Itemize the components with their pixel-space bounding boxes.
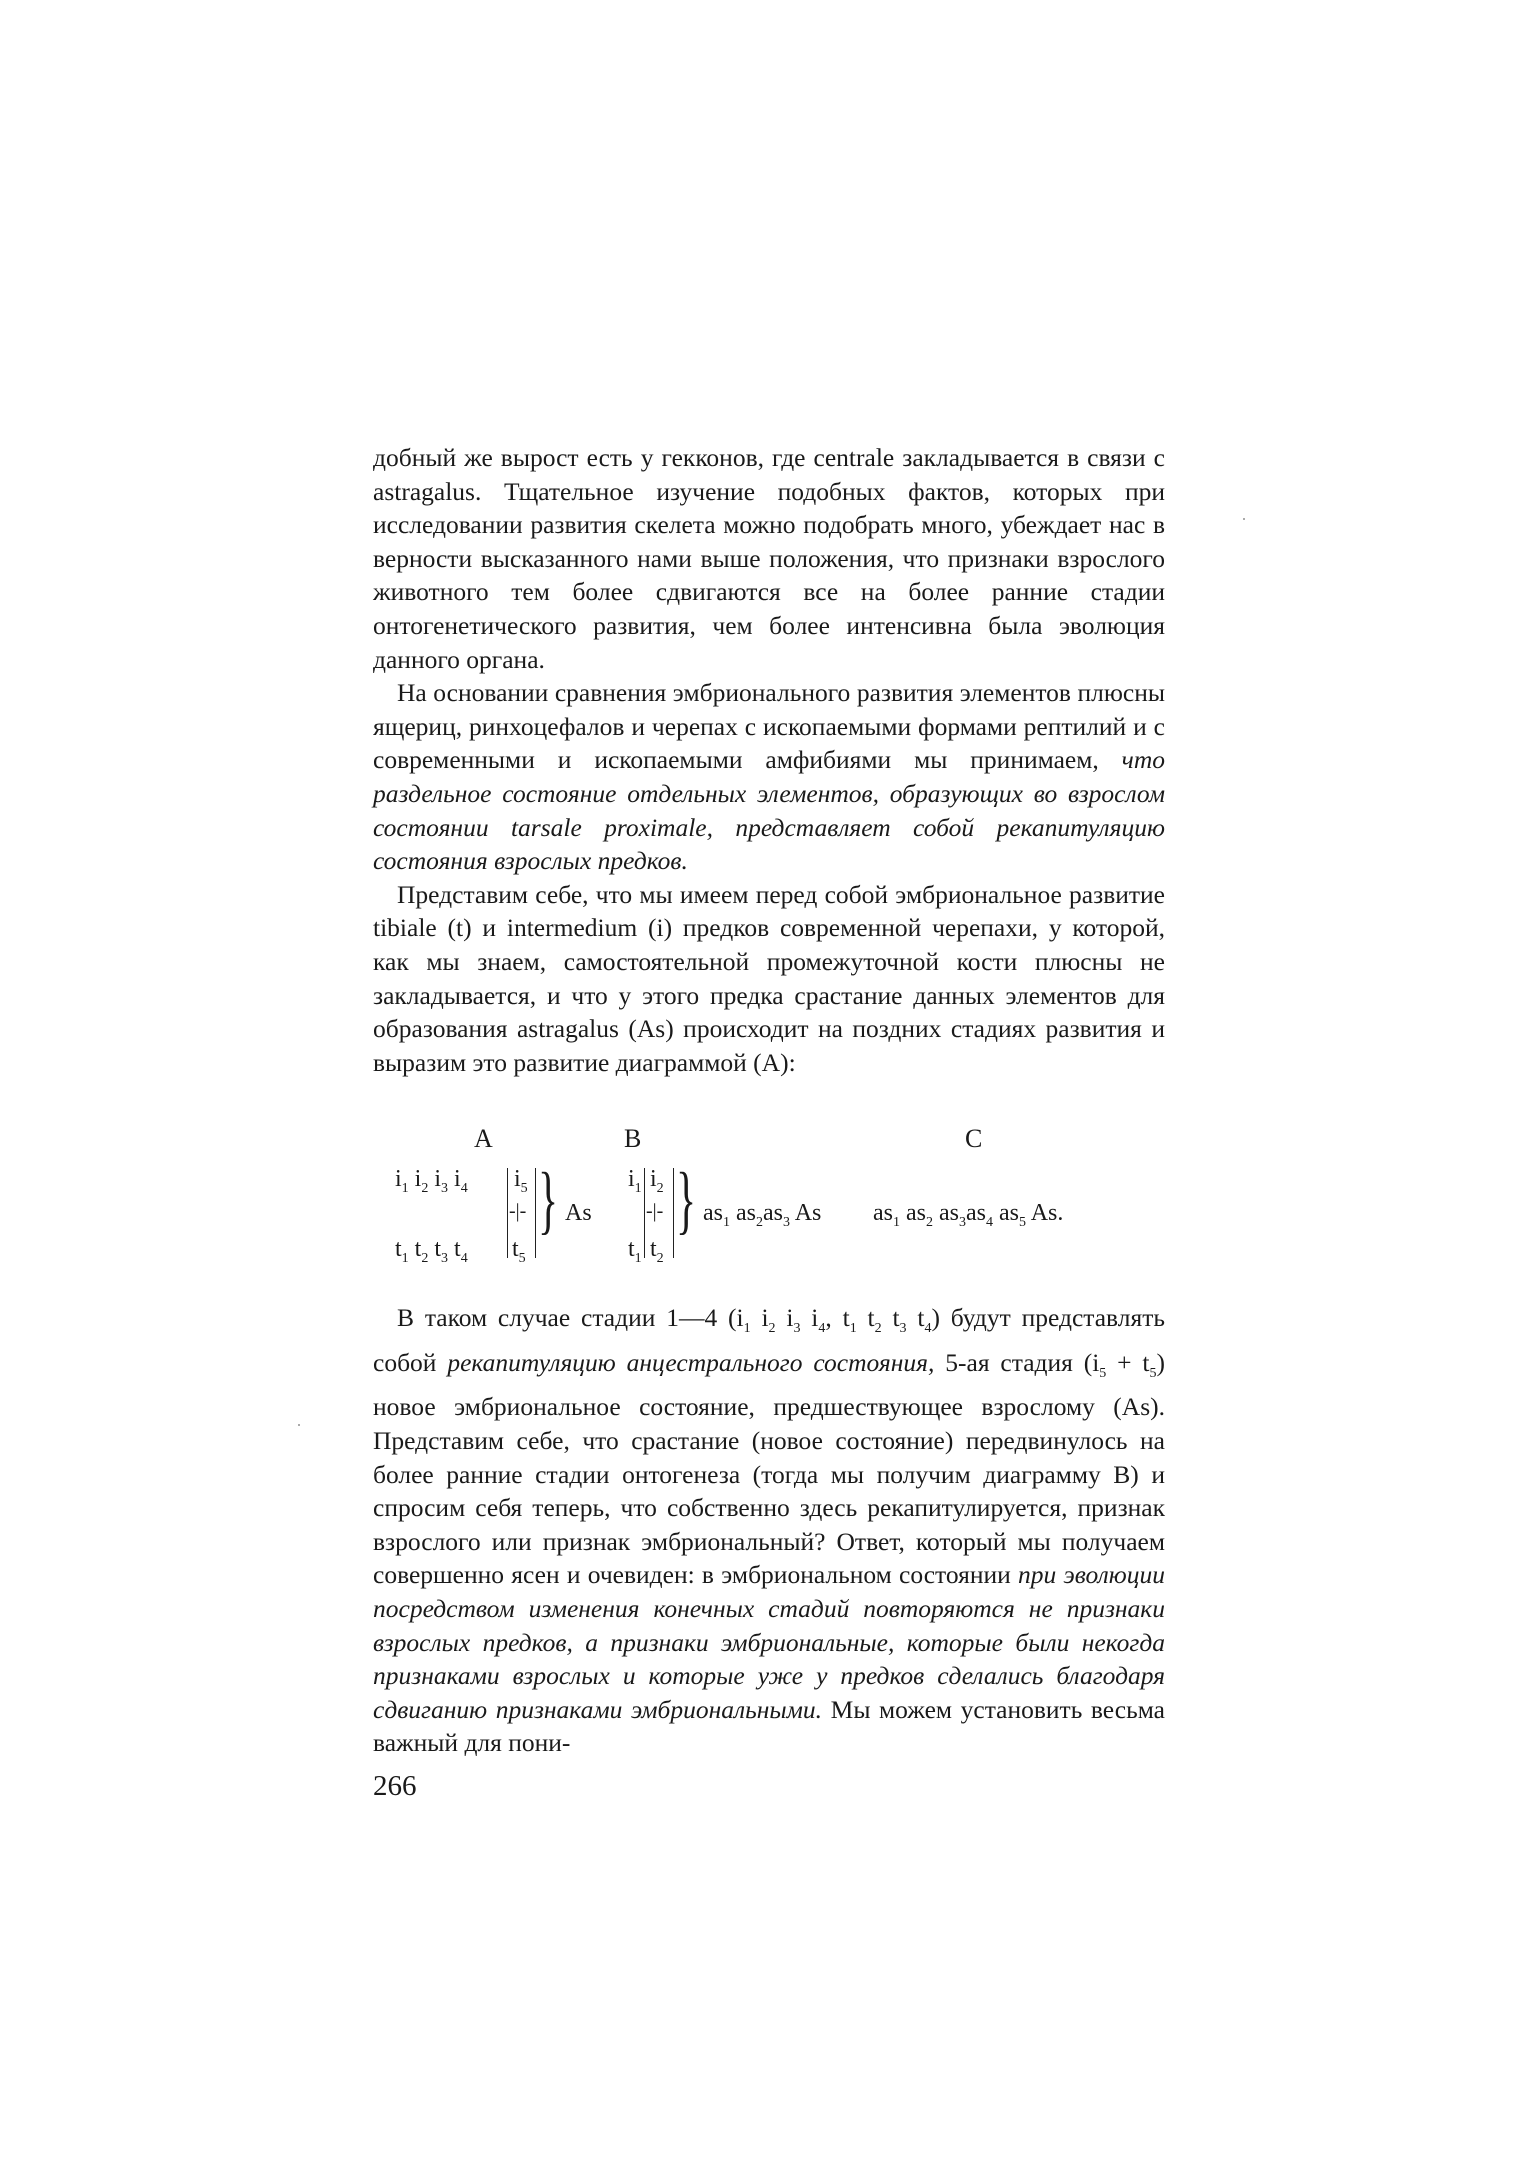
diagram-b-t2: $t_2$	[650, 1236, 664, 1266]
diagram-c-result: $as_1$ $as_2$ $as_3as_4$ $as_5$ As.	[873, 1200, 1064, 1230]
text-block-top	[373, 441, 1165, 1079]
diagram-a-brace: }	[538, 1158, 559, 1242]
diagram-label-c: C	[965, 1124, 983, 1153]
diagram-label-b: B	[624, 1124, 642, 1153]
scan-speck	[1243, 518, 1245, 520]
paragraph-2-text: На основании сравнения эмбрионального развития элементов плюсны ящериц, ринхоцефалов и черепах с ископаемыми формами рептилий и с современными и ископаемыми амфибиями мы принимаем,	[373, 678, 1165, 775]
paragraph-2-italic: что раздельное состояние отдельных элементов, образующих во взрослом состоянии tarsale proximale, представляет собой рекапитуляцию состояния взрослых предков.	[373, 745, 1165, 876]
diagram-label-a: A	[474, 1124, 493, 1153]
diagram-a-result: As	[565, 1200, 592, 1226]
paragraph-1: добный же вырост есть у гекконов, где centrale закладывается в связи с astragalus. Тщательное изучение подобных фактов, которых при исследовании развития скелета можно подобрать много, убеждает нас в верности высказанного нами выше положения, что признаки взрослого животного тем более сдвигаются все на более ранние стадии онтогенетического развития, чем более интенсивна была эволюция данного органа.	[373, 443, 1165, 674]
diagram-a-i5: $i_5$	[514, 1166, 528, 1196]
diagram-a-plus: -|-	[509, 1200, 527, 1222]
diagram-a-divider-2	[535, 1168, 536, 1258]
diagram-b-divider-1	[644, 1168, 645, 1258]
diagram-a-t5: $t_5$	[512, 1236, 526, 1266]
diagram-b-plus: -|-	[646, 1200, 664, 1222]
diagram-a-bottom-row: $t_1$ $t_2$ $t_3$ $t_4$	[395, 1236, 468, 1266]
paragraph-4-italic-2: при эволюции посредством изменения конечных стадий повторяются не признаки взрослых предков, а признаки эмбриональные, которые были некогда признаками взрослых и которые уже у предков сделались благодаря сдвиганию признаками эмбриональными.	[373, 1560, 1165, 1724]
diagram-b-i2: $i_2$	[650, 1166, 664, 1196]
diagram-a-top-row: $i_1$ $i_2$ $i_3$ $i_4$	[395, 1166, 468, 1196]
diagram-b-divider-2	[673, 1168, 674, 1258]
diagram-a-divider-1	[507, 1168, 508, 1258]
paragraph-4: В таком случае стадии 1—4 ($i_1$ $i_2$ $i_3$ $i_4$, $t_1$ $t_2$ $t_3$ $t_4$) будут представлять собой рекапитуляцию анцестрального состояния, 5-ая стадия $(i_5 + t_5)$ новое эмбриональное состояние, предшествующее взрослому (As). Представим себе, что срастание (новое состояние) передвинулось на более ранние стадии онтогенеза (тогда мы получим диаграмму B) и спросим себя теперь, что собственно здесь рекапитулируется, признак взрослого или признак эмбриональный? Ответ, который мы получаем совершенно ясен и очевиден: в эмбриональном состоянии при эволюции посредством изменения конечных стадий повторяются не признаки взрослых предков, а признаки эмбриональные, которые были некогда признаками взрослых и которые уже у предков сделались благодаря сдвиганию признаками эмбриональными. Мы можем установить весьма важный для пони-	[373, 1303, 1165, 1758]
diagram-b-t1: $t_1$	[628, 1236, 642, 1266]
scan-speck	[298, 1424, 300, 1426]
paragraph-2	[373, 676, 1165, 878]
diagram-b-result: $as_1$ $as_2as_3$ As	[703, 1200, 822, 1230]
text-block-bottom	[373, 1301, 1165, 1760]
diagram-b-i1: $i_1$	[628, 1166, 642, 1196]
diagram-b-brace: }	[676, 1158, 697, 1242]
paragraph-3: Представим себе, что мы имеем перед собой эмбриональное развитие tibiale (t) и intermedium (i) предков современной черепахи, у которой, как мы знаем, самостоятельной промежуточной кости плюсны не закладывается, и что у этого предка срастание данных элементов для образования astragalus (As) происходит на поздних стадиях развития и выразим это развитие диаграммой (A):	[373, 879, 1165, 1077]
paragraph-4-italic-1: рекапитуляцию анцестрального состояния,	[447, 1347, 935, 1377]
ontogeny-diagram	[395, 1124, 1175, 1284]
page-number: 266	[373, 1770, 417, 1802]
